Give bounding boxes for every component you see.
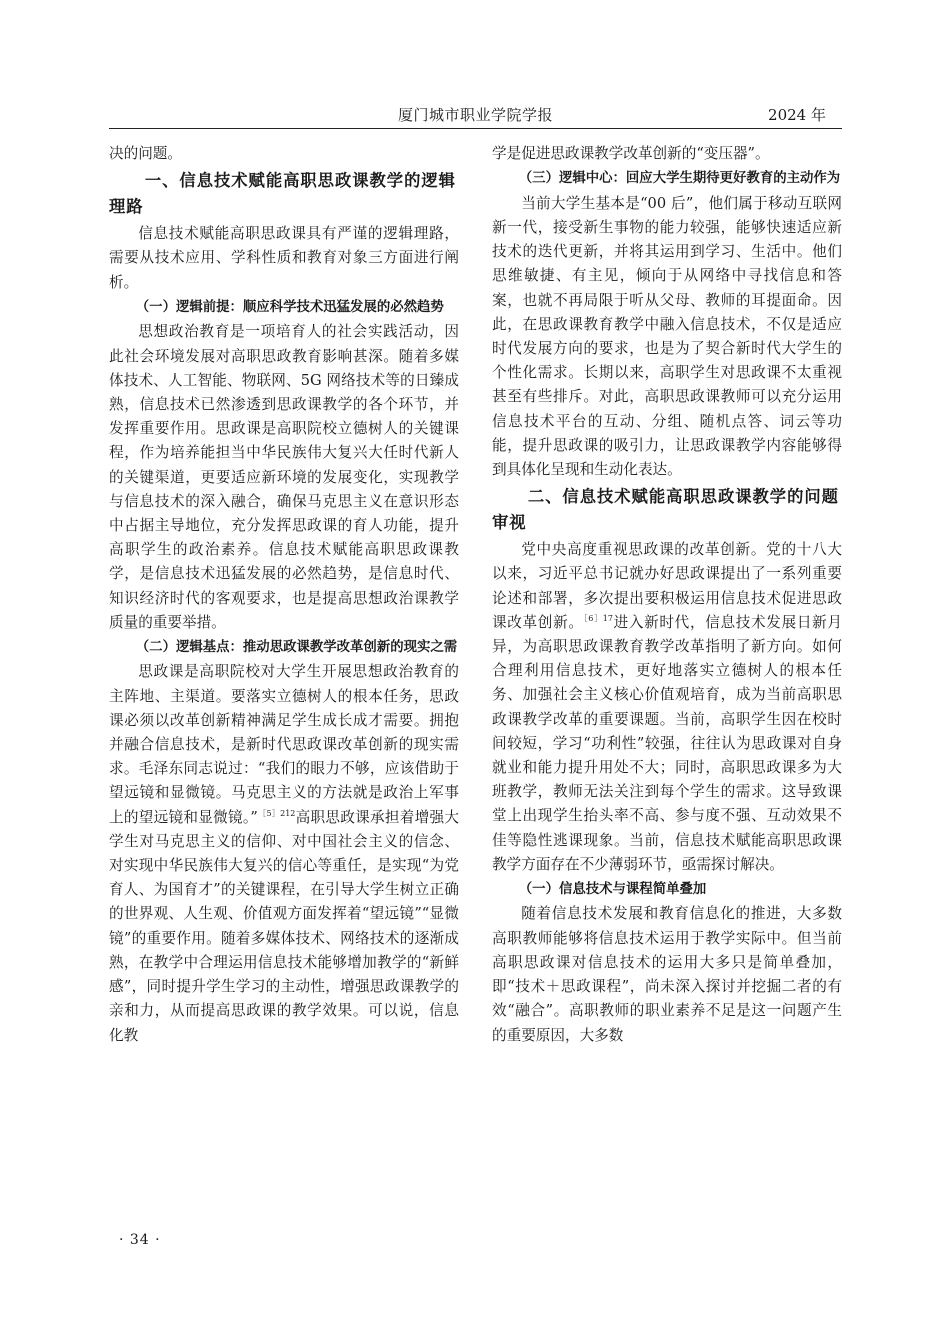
section-heading-2: 二、信息技术赋能高职思政课教学的问题审视 (492, 487, 839, 533)
subsection-heading: （三）逻辑中心：回应大学生期待更好教育的主动作为 (518, 171, 841, 187)
paragraph-text: 思政课是高职院校对大学生开展思想政治教育的主阵地、主渠道。要落实立德树人的根本任务，思政课必须以改革创新精神满足学生成长成才需要。拥抱并融合信息技术，是新时代思政课改革创新的现实需求。毛泽东同志说过：“我们的眼力不够，应该借助于望远镜和显微镜。马克思主义的方法就是政治上军事上的望远镜和显微镜。” (109, 663, 459, 826)
citation-ref: ［5］212 (257, 808, 296, 818)
citation-ref: ［6］17 (583, 613, 613, 623)
paragraph: 思想政治教育是一项培育人的社会实践活动，因此社会环境发展对高职思政教育影响甚深。随着多媒体技术、人工智能、物联网、5G 网络技术等的日臻成熟，信息技术已然渗透到思政课教学的各个环节，并发挥重要作用。思政课是高职院校立德树人的关键课程，作为培养能担当中华民族伟大复兴大任时代新人的关键渠道，更要适应新环境的发展变化，实现教学与信息技术的深入融合，确保马克思主义在意识形态中占据主导地位，充分发挥思政课的育人功能，提升高职学生的政治素养。信息技术赋能高职思政课教学，是信息技术迅猛发展的必然趋势，是信息时代、知识经济时代的客观要求，也是提高思想政治课教学质量的重要举措。 (109, 323, 459, 631)
paragraph: 随着信息技术发展和教育信息化的推进，大多数高职教师能够将信息技术运用于教学实际中。但当前高职思政课对信息技术的运用大多只是简单叠加，即“技术＋思政课程”，尚未深入探讨并挖掘二者的有效“融合”。高职教师的职业素养不足是这一问题产生的重要原因，大多数 (492, 905, 842, 1044)
right-column (492, 142, 842, 1048)
page-number: · 34 · (119, 1232, 161, 1248)
header-rule (109, 128, 842, 129)
left-column (109, 142, 459, 1048)
subsection-heading: （一）逻辑前提：顺应科学技术迅猛发展的必然趋势 (135, 299, 444, 315)
paragraph: 决的问题。 (109, 145, 182, 162)
subsection-heading: （二）逻辑基点：推动思政课教学改革创新的现实之需 (135, 639, 458, 655)
running-header (109, 104, 842, 126)
paragraph: 当前大学生基本是“00 后”，他们属于移动互联网新一代，接受新生事物的能力较强，能够快速适应新技术的迭代更新，并将其运用到学习、生活中。他们思维敏捷、有主见，倾向于从网络中寻找信息和答案，也就不再局限于听从父母、教师的耳提面命。因此，在思政课教育教学中融入信息技术，不仅是适应时代发展方向的要求，也是为了契合新时代大学生的个性化需求。长期以来，高职学生对思政课不太重视甚至有些排斥。对此，高职思政课教师可以充分运用信息技术平台的互动、分组、随机点答、词云等功能，提升思政课的吸引力，让思政课教学内容能够得到具体化呈现和生动化表达。 (492, 194, 842, 478)
paragraph-text: 进入新时代，信息技术发展日新月异，为高职思政课教育教学改革指明了新方向。如何合理利用信息技术，更好地落实立德树人的根本任务、加强社会主义核心价值观培育，成为当前高职思政课教学改革的重要课题。当前，高职学生因在校时间较短，学习“功利性”较强，往往认为思政课对自身就业和能力提升用处不大；同时，高职思政课多为大班教学，教师无法关注到每个学生的需求。这导致课堂上出现学生抬头率不高、参与度不强、互动效果不佳等隐性逃课现象。当前，信息技术赋能高职思政课教学方面存在不少薄弱环节，亟需探讨解决。 (492, 613, 842, 873)
subsection-heading: （一）信息技术与课程简单叠加 (518, 881, 707, 897)
paragraph (109, 660, 459, 1047)
journal-title: 厦门城市职业学院学报 (397, 106, 553, 124)
paragraph: 学是促进思政课教学改革创新的“变压器”。 (492, 145, 770, 162)
header-year: 2024 年 (768, 106, 826, 124)
paragraph-text: 高职思政课承担着增强大学生对马克思主义的信仰、对中国社会主义的信念、对实现中华民族伟大复兴的信心等重任，是实现“为党育人、为国育才”的关键课程，在引导大学生树立正确的世界观、人生观、价值观方面发挥着“望远镜”“显微镜”的重要作用。随着多媒体技术、网络技术的逐渐成熟，在教学中合理运用信息技术能够增加教学的“新鲜感”，同时提升学生学习的主动性，增强思政课教学的亲和力，从而提高思政课的教学效果。可以说，信息化教 (109, 808, 459, 1044)
section-heading-1: 一、信息技术赋能高职思政课教学的逻辑理路 (109, 171, 456, 217)
paragraph: 信息技术赋能高职思政课具有严谨的逻辑理路，需要从技术应用、学科性质和教育对象三方面进行阐析。 (109, 225, 459, 291)
paragraph-text: 党中央高度重视思政课的改革创新。党的十八大以来，习近平总书记就办好思政课提出了一系列重要论述和部署，多次提出要积极运用信息技术促进思政课改革创新。 (492, 541, 842, 631)
paragraph (492, 538, 842, 877)
